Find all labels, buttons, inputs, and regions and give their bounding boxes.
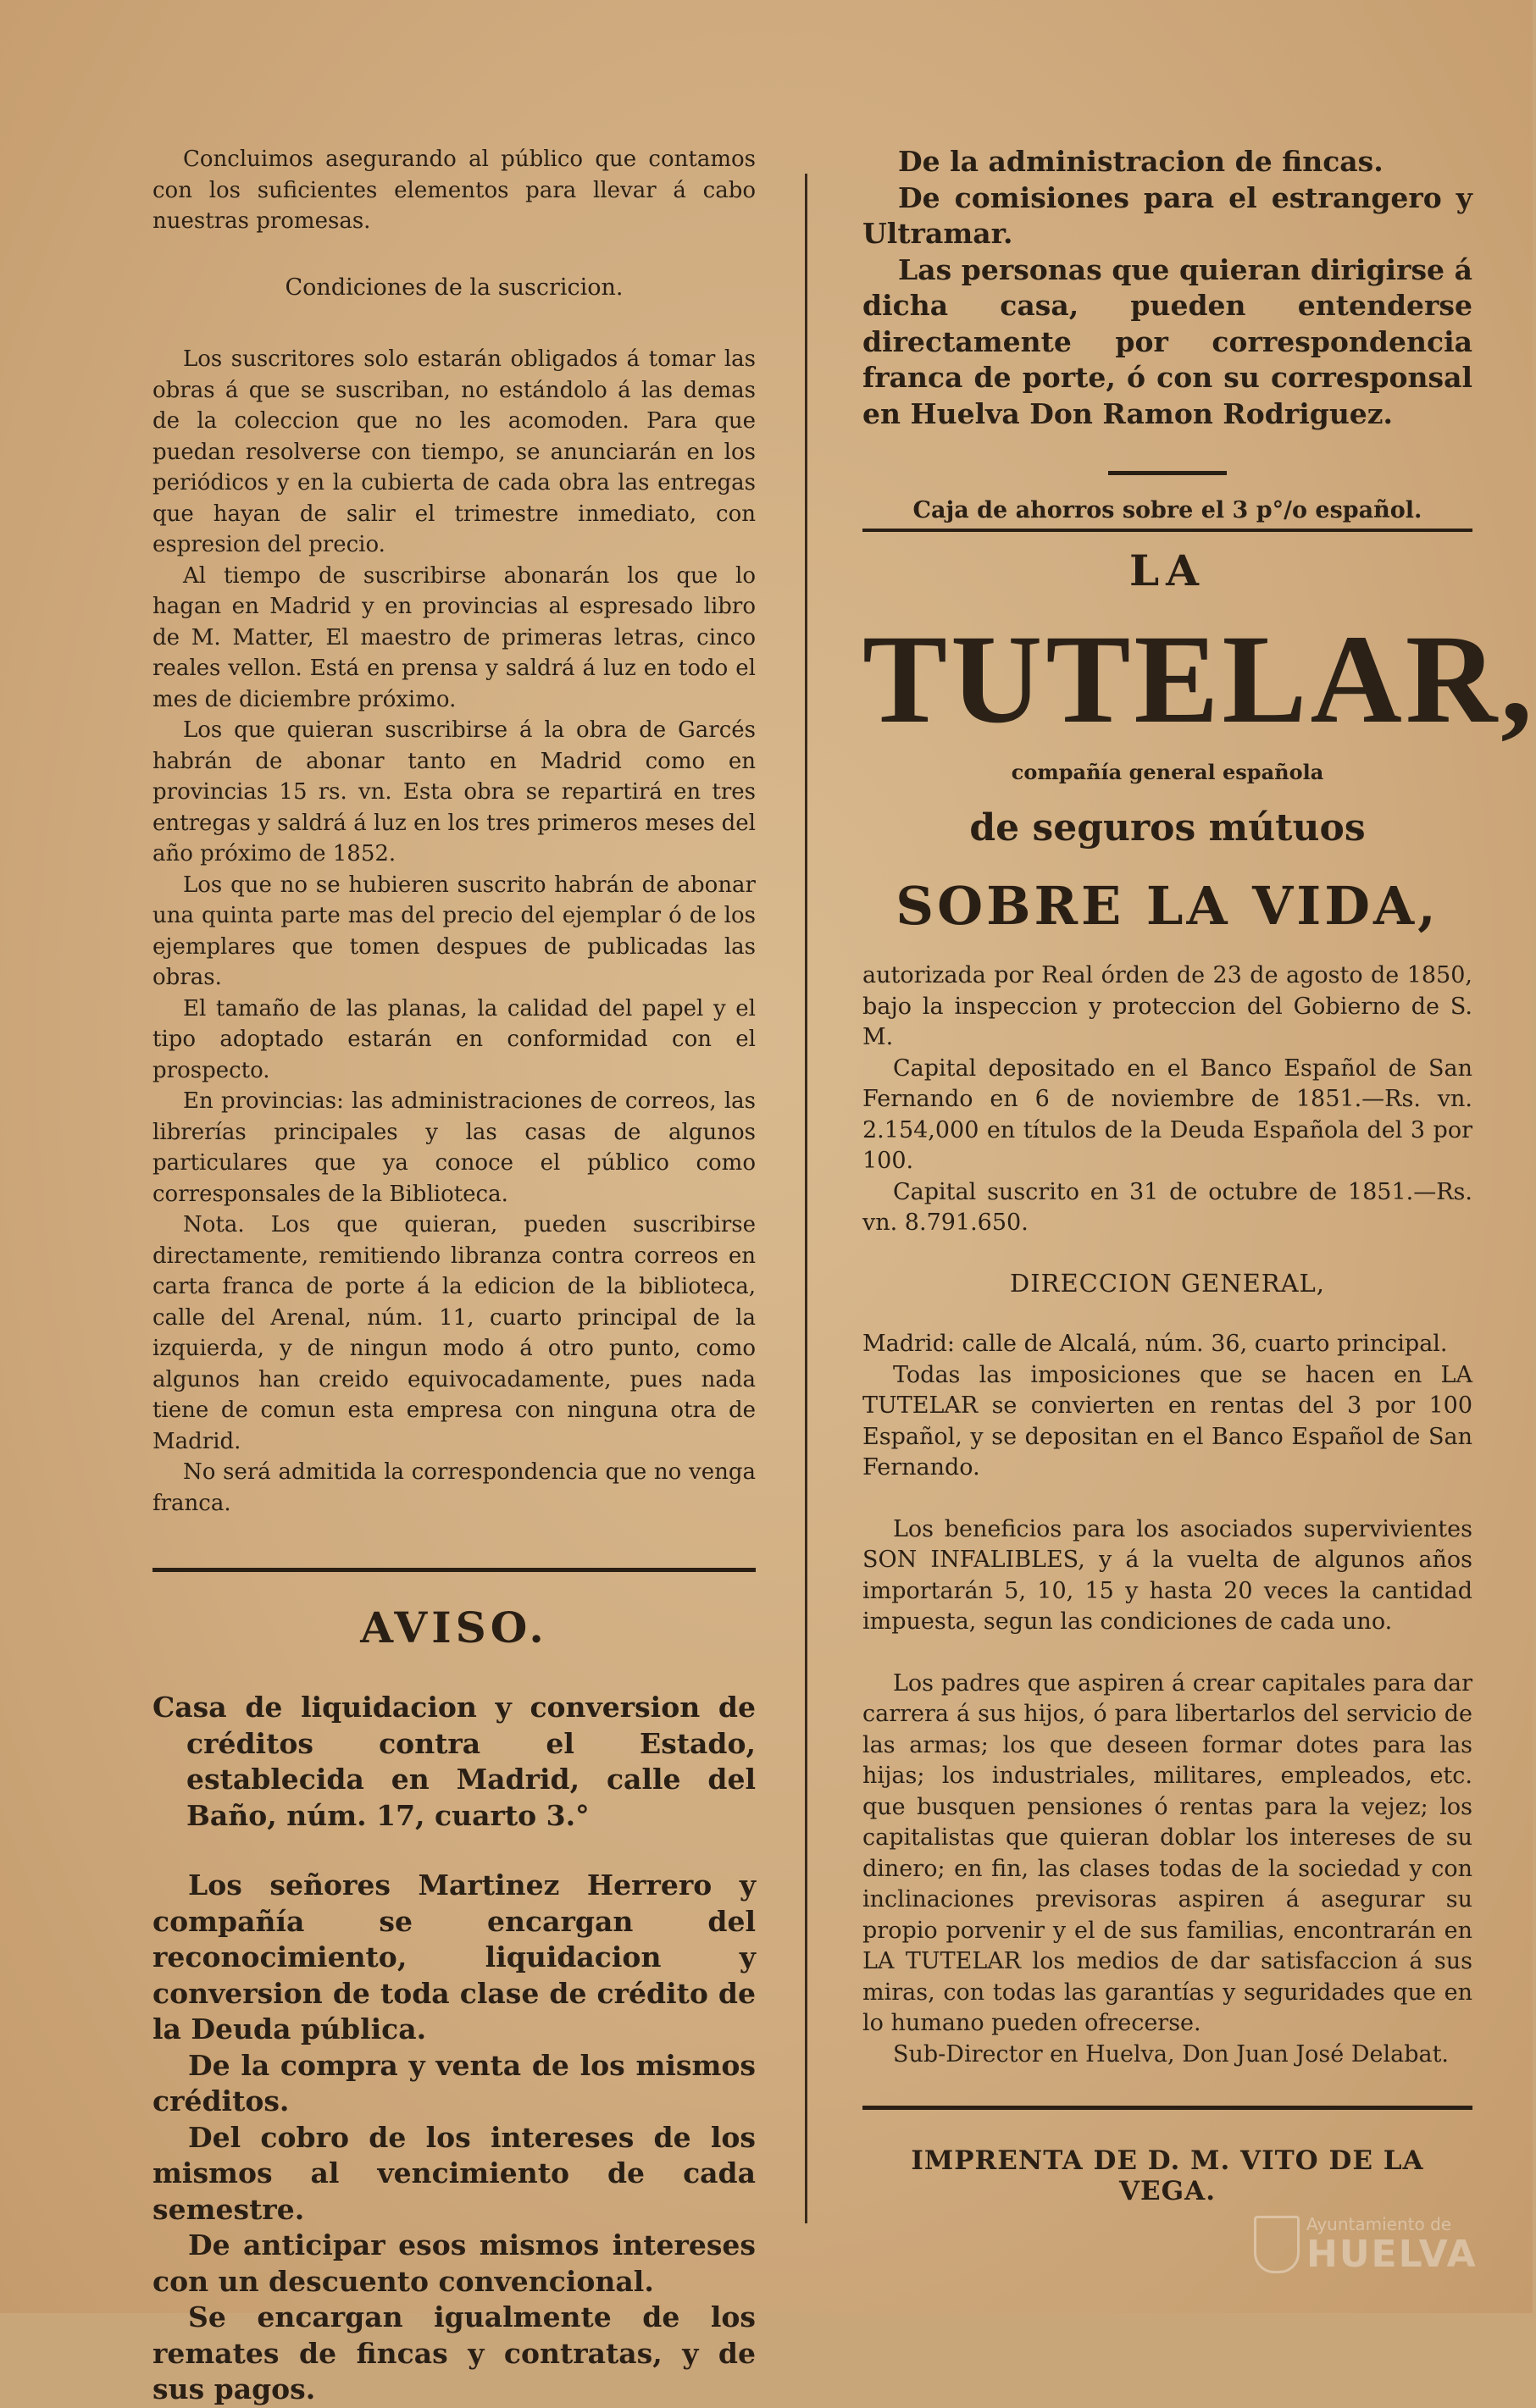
- direccion-heading: DIRECCION GENERAL,: [1009, 1268, 1326, 1298]
- autorizada-paragraph: autorizada por Real órden de 23 de agosto de 1850, bajo la inspeccion y proteccion del Gobierno de S. M.: [862, 962, 1472, 1050]
- aviso-paragraph: De anticipar esos mismos intereses con un descuento convencional.: [152, 2228, 756, 2298]
- section-divider: [152, 1568, 756, 1572]
- caja-heading: Caja de ahorros sobre el 3 p°/o español.: [862, 497, 1472, 532]
- condition-paragraph: Los que quieran suscribirse á la obra de Garcés habrán de abonar tanto en Madrid como en provincias 15 rs. vn. Esta obra se repartirá en tres entregas y saldrá á luz en los tres primeros meses del año próximo de 1852.: [152, 717, 756, 866]
- aviso-paragraph: Se encargan igualmente de los remates de fincas y contratas, y de sus pagos.: [152, 2300, 756, 2405]
- capital-paragraph: Capital depositado en el Banco Español de San Fernando en 6 de noviembre de 1851.—Rs. vn. 2.154,000 en títulos de la Deuda Española del 3 por 100.: [862, 1055, 1472, 1174]
- column-divider: [805, 174, 807, 2223]
- aviso-title: AVISO.: [360, 1603, 548, 1652]
- aviso-paragraph: De la compra y venta de los mismos créditos.: [152, 2048, 756, 2117]
- la-heading: LA: [1129, 545, 1206, 595]
- condition-paragraph: Al tiempo de suscribirse abonarán los que lo hagan en Madrid y en provincias al espresado libro de M. Matter, El maestro de primeras letras, cinco reales vellon. Está en prensa y saldrá á luz en todo el mes de diciembre próximo.: [152, 562, 756, 712]
- condition-paragraph: El tamaño de las planas, la calidad del papel y el tipo adoptado estarán en conformidad con el prospecto.: [152, 995, 756, 1083]
- seguros-subtitle: de seguros mútuos: [969, 806, 1366, 850]
- left-column: [152, 144, 756, 2408]
- watermark-small-text: Ayuntamiento de: [1306, 2214, 1452, 2234]
- condition-paragraph: Los que no se hubieren suscrito habrán de abonar una quinta parte mas del precio del ejemplar ó de los ejemplares que tomen despues de publicadas las obras.: [152, 872, 756, 990]
- subdirector-paragraph: Sub-Director en Huelva, Don Juan José Delabat.: [893, 2040, 1450, 2068]
- watermark-big-text: HUELVA: [1306, 2233, 1478, 2276]
- right-column: [862, 144, 1536, 2206]
- tutelar-title: TUTELAR,: [862, 609, 1536, 750]
- condition-paragraph: No será admitida la correspondencia que no venga franca.: [152, 1459, 756, 1516]
- conditions-title: Condiciones de la suscricion.: [285, 274, 624, 301]
- padres-paragraph: Los padres que aspiren á crear capitales para dar carrera á sus hijos, ó para libertarlos del servicio de las armas; los que deseen formar dotes para las hijas; los industriales, militares, empleados, etc. que busquen pensiones ó rentas para la vejez; los capitalistas que quieran doblar los intereses de su dinero; en fin, las clases todas de la sociedad y con inclinaciones previsoras aspiren á asegurar su propio porvenir y el de sus familias, encontrarán en LA TUTELAR los medios de dar satisfaccion á sus miras, con todas las garantías y seguridades que en lo humano pueden ofrecerse.: [862, 1669, 1472, 2036]
- aviso-paragraph: Las personas que quieran dirigirse á dicha casa, pueden entenderse directamente por correspondencia franca de porte, ó con su corresponsal en Huelva Don Ramon Rodriguez.: [862, 252, 1472, 430]
- aviso-paragraph: Los señores Martinez Herrero y compañía se encargan del reconocimiento, liquidacion y conversion de toda clase de crédito de la Deuda pública.: [152, 1868, 756, 2045]
- condition-paragraph: En provincias: las administraciones de correos, las librerías principales y las casas de algunos particulares que ya conoce el público como corresponsales de la Biblioteca.: [152, 1088, 756, 1207]
- tutelar-details: [862, 960, 1472, 2070]
- aviso-section: [152, 1690, 756, 2408]
- short-divider: [1108, 471, 1227, 475]
- compania-subtitle: compañía general española: [1011, 760, 1324, 784]
- address-paragraph: Madrid: calle de Alcalá, núm. 36, cuarto principal.: [862, 1331, 1448, 1357]
- capital-paragraph: Capital suscrito en 31 de octubre de 1851.—Rs. vn. 8.791.650.: [862, 1178, 1472, 1236]
- shield-icon: [1254, 2216, 1300, 2273]
- condition-paragraph: Los suscritores solo estarán obligados á tomar las obras á que se suscriban, no estándolo á las demas de la coleccion que no les acomoden. Para que puedan resolverse con tiempo, se anunciarán en los periódicos y en la cubierta de cada obra las entregas que hayan de salir el trimestre inmediato, con espresion del precio.: [152, 346, 756, 557]
- imprenta-footer: IMPRENTA DE D. M. VITO DE LA VEGA.: [911, 2145, 1424, 2206]
- aviso-heading: Casa de liquidacion y conversion de créditos contra el Estado, establecida en Madrid, calle del Baño, núm. 17, cuarto 3.°: [152, 1691, 756, 1832]
- subscription-section: [152, 144, 756, 1519]
- nota-paragraph: Nota. Los que quieran, pueden suscribirse directamente, remitiendo libranza contra correos en carta franca de porte á la edicion de la biblioteca, calle del Arenal, núm. 11, cuarto principal de la izquierda, y de ningun modo á otro punto, como algunos han creido equivocadamente, pues nada tiene de comun esta empresa con ninguna otra de Madrid.: [152, 1212, 756, 1454]
- intro-paragraph: Concluimos asegurando al público que contamos con los suficientes elementos para llevar á cabo nuestras promesas.: [152, 147, 756, 234]
- aviso-paragraph: Del cobro de los intereses de los mismos al vencimiento de cada semestre.: [152, 2120, 756, 2226]
- beneficios-paragraph: Los beneficios para los asociados supervivientes SON INFALIBLES, y á la vuelta de algunos años importarán 5, 10, 15 y hasta 20 veces la cantidad impuesta, segun las condiciones de cada uno.: [862, 1515, 1472, 1635]
- aviso-paragraph: De comisiones para el estrangero y Ultramar.: [862, 180, 1472, 250]
- archive-watermark: [1254, 2211, 1478, 2278]
- bottom-divider: [862, 2106, 1472, 2110]
- aviso-continuation: [862, 144, 1472, 432]
- imposiciones-paragraph: Todas las imposiciones que se hacen en LA TUTELAR se convierten en rentas del 3 por 100 Español, y se depositan en el Banco Español de San Fernando.: [862, 1361, 1472, 1481]
- sobre-la-vida-title: SOBRE LA VIDA,: [896, 875, 1439, 937]
- aviso-paragraph: De la administracion de fincas.: [898, 145, 1384, 178]
